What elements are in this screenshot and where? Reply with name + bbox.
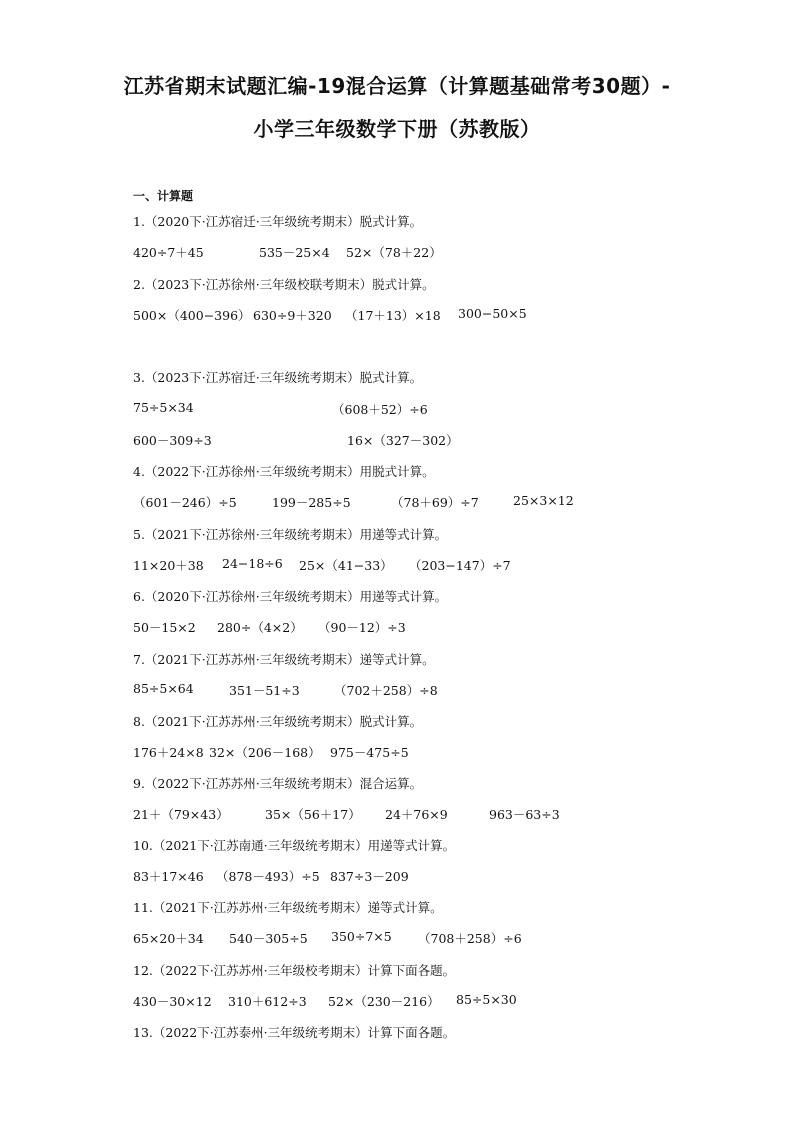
question-13-header: 13.（2022下·江苏泰州·三年级统考期末）计算下面各题。 xyxy=(133,1025,456,1040)
question-5-expression-1: 11×20＋38 xyxy=(133,558,204,573)
question-11-expression-2: 540－305÷5 xyxy=(229,931,308,946)
question-4-expression-2: 199－285÷5 xyxy=(272,495,351,510)
question-10-expression-1: 83＋17×46 xyxy=(133,869,204,884)
question-6-header: 6.（2020下·江苏徐州·三年级统考期末）用递等式计算。 xyxy=(133,589,448,604)
question-7-expression-3: （702＋258）÷8 xyxy=(334,683,438,698)
question-4-expression-3: （78＋69）÷7 xyxy=(391,495,479,510)
question-2-expression-2: 630÷9＋320 xyxy=(253,308,332,323)
question-4-expression-4: 25×3×12 xyxy=(513,493,574,508)
question-12-header: 12.（2022下·江苏苏州·三年级校考期末）计算下面各题。 xyxy=(133,963,456,978)
question-3-header: 3.（2023下·江苏宿迁·三年级统考期末）脱式计算。 xyxy=(133,370,423,385)
question-8-expression-1: 176＋24×8 xyxy=(133,745,204,760)
question-2-expression-1: 500×（400−396） xyxy=(133,308,251,323)
question-4-expression-1: （601－246）÷5 xyxy=(133,495,237,510)
question-9-expression-1: 21＋（79×43） xyxy=(133,807,229,822)
question-1-expression-1: 420÷7＋45 xyxy=(133,245,204,260)
question-2-expression-4: 300−50×5 xyxy=(458,306,527,321)
question-11-expression-3: 350÷7×5 xyxy=(331,929,392,944)
question-5-expression-4: （203−147）÷7 xyxy=(409,558,511,573)
question-7-expression-1: 85÷5×64 xyxy=(133,681,194,696)
question-6-expression-2: 280÷（4×2） xyxy=(217,620,303,635)
question-8-header: 8.（2021下·江苏苏州·三年级统考期末）脱式计算。 xyxy=(133,714,423,729)
question-9-expression-2: 35×（56＋17） xyxy=(265,807,361,822)
question-11-header: 11.（2021下·江苏苏州·三年级统考期末）递等式计算。 xyxy=(133,900,443,915)
question-2-header: 2.（2023下·江苏徐州·三年级校联考期末）脱式计算。 xyxy=(133,277,435,292)
question-12-expression-2: 310＋612÷3 xyxy=(228,994,307,1009)
question-11-expression-4: （708＋258）÷6 xyxy=(418,931,522,946)
question-9-expression-4: 963－63÷3 xyxy=(489,807,560,822)
question-3-expression-1: 75÷5×34 xyxy=(133,400,194,415)
document-title-line-1: 江苏省期末试题汇编-19混合运算（计算题基础常考30题）- xyxy=(123,74,671,98)
question-6-expression-1: 50－15×2 xyxy=(133,620,196,635)
question-9-header: 9.（2022下·江苏苏州·三年级统考期末）混合运算。 xyxy=(133,776,423,791)
question-1-expression-2: 535－25×4 xyxy=(259,245,330,260)
question-12-expression-3: 52×（230－216） xyxy=(328,994,440,1009)
question-10-expression-3: 837÷3－209 xyxy=(330,869,409,884)
question-3-expression-3: 600－309÷3 xyxy=(133,433,212,448)
question-5-expression-3: 25×（41−33） xyxy=(299,558,393,573)
question-1-expression-3: 52×（78＋22） xyxy=(346,245,442,260)
section-heading: 一、计算题 xyxy=(133,189,194,203)
question-9-expression-3: 24＋76×9 xyxy=(385,807,448,822)
question-3-expression-2: （608＋52）÷6 xyxy=(332,402,428,417)
question-5-header: 5.（2021下·江苏徐州·三年级统考期末）用递等式计算。 xyxy=(133,527,448,542)
question-4-header: 4.（2022下·江苏徐州·三年级统考期末）用脱式计算。 xyxy=(133,464,435,479)
question-8-expression-3: 975－475÷5 xyxy=(330,745,409,760)
question-11-expression-1: 65×20＋34 xyxy=(133,931,204,946)
question-3-expression-4: 16×（327－302） xyxy=(347,433,459,448)
question-6-expression-3: （90－12）÷3 xyxy=(318,620,406,635)
question-7-header: 7.（2021下·江苏苏州·三年级统考期末）递等式计算。 xyxy=(133,652,435,667)
question-10-header: 10.（2021下·江苏南通·三年级统考期末）用递等式计算。 xyxy=(133,838,456,853)
question-1-header: 1.（2020下·江苏宿迁·三年级统考期末）脱式计算。 xyxy=(133,214,423,229)
question-8-expression-2: 32×（206－168） xyxy=(209,745,321,760)
question-7-expression-2: 351－51÷3 xyxy=(229,683,300,698)
document-title-line-2: 小学三年级数学下册（苏教版） xyxy=(253,117,541,141)
question-12-expression-4: 85÷5×30 xyxy=(456,992,517,1007)
question-10-expression-2: （878－493）÷5 xyxy=(216,869,320,884)
question-5-expression-2: 24−18÷6 xyxy=(222,556,283,571)
question-12-expression-1: 430－30×12 xyxy=(133,994,212,1009)
question-2-expression-3: （17＋13）×18 xyxy=(345,308,441,323)
